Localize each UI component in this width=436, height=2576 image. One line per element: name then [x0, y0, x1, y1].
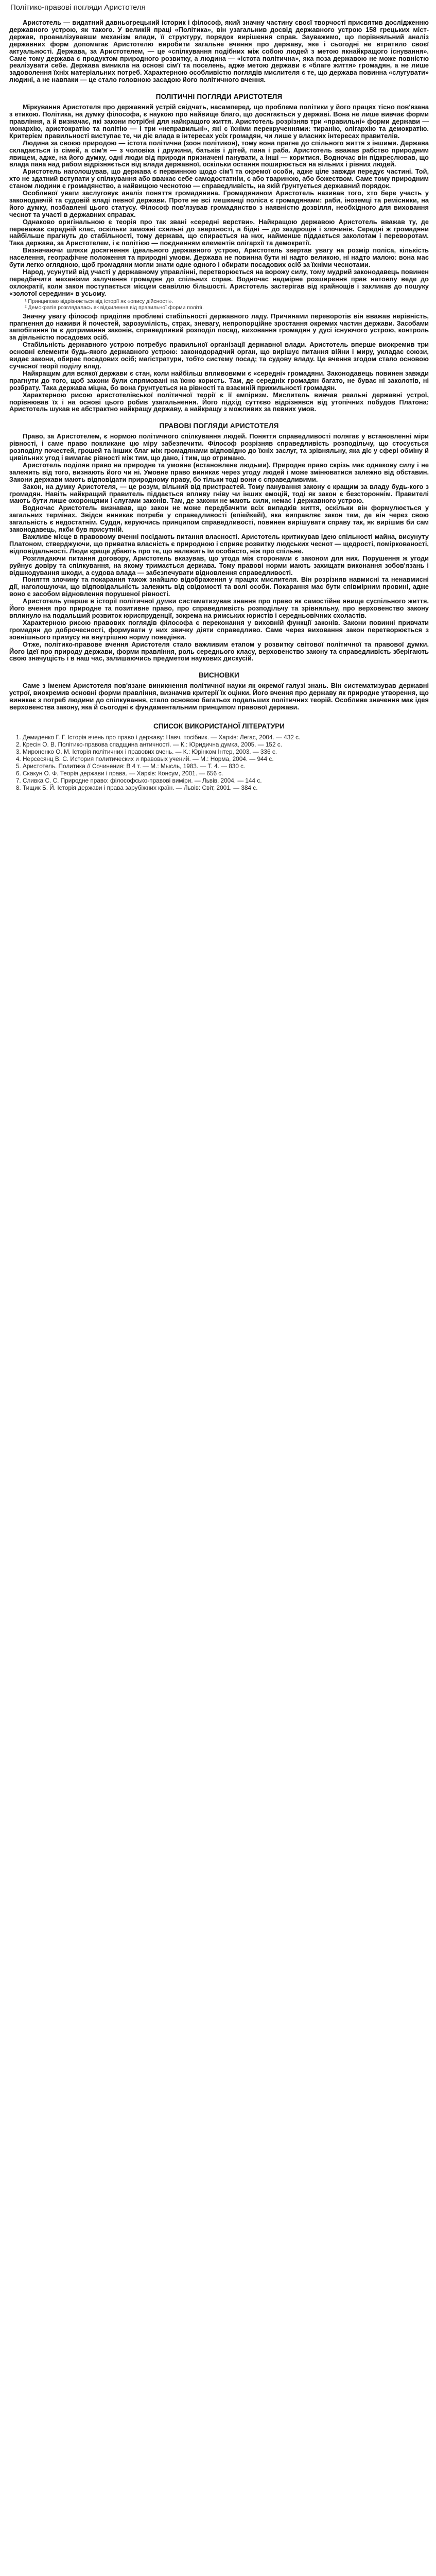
reference-item: 5. Аристотель. Политика // Сочинения: В 4 т. — М.: Мысль, 1983. — Т. 4. — 830 с. [23, 763, 429, 770]
references-section [9, 722, 429, 791]
reference-item: 4. Нерсесянц В. С. История политических и правовых учений. — М.: Норма, 2004. — 944 с. [23, 756, 429, 762]
conclusions-body [9, 682, 429, 711]
references-list [9, 734, 429, 791]
paragraph: Важливе місце в правовому вченні посідають питання власності. Аристотель критикував ідею спільності майна, висунуту Платоном, стверджуючи, що приватна власність є природною і сприяє розвитку людських чеснот — щедрості, поміркованості, відповідальності. Люди краще дбають про те, що належить їм особисто, ніж про спільне. [9, 533, 429, 555]
paragraph: Характерною рисою правових поглядів філософа є переконання у виховній функції законів. Закони повинні привчати громадян до доброчесності, формувати у них звичку діяти справедливо. Саме через виховання закон перетворюється з зовнішнього примусу на внутрішню норму поведінки. [9, 618, 429, 641]
paragraph: Розглядаючи питання договору, Аристотель вказував, що угода між сторонами є законом для них. Порушення ж угоди руйнує довіру та спілкування, на якому тримається держава. Тому правові норми мають захищати виконання зобов'язань і відшкодування шкоди, а судова влада — забезпечувати відновлення справедливості. [9, 554, 429, 577]
page-title: Політико-правові погляди Аристотеля [10, 3, 146, 12]
paragraph: Особливої уваги заслуговує аналіз поняття громадянина. Громадянином Аристотель називав того, хто бере участь у законодавчій та судовій владі певної держави. Проте не всі мешканці поліса є громадянами: раби, іноземці та ремісники, на його думку, позбавлені цього статусу. Філософ пов'язував громадянство з наявністю дозвілля, необхідного для виховання чеснот та участі в державних справах. [9, 189, 429, 218]
paragraph: Значну увагу філософ приділяв проблемі стабільності державного ладу. Причинами переворотів він вважав нерівність, прагнення до наживи й почестей, зарозумілість, страх, зневагу, непропорційне зростання окремих частин держави. Засобами запобігання їм є дотримання законів, справедливий розподіл посад, виховання громадян у дусі існуючого устрою, контроль за діяльністю посадових осіб. [9, 312, 429, 342]
paragraph: Закон, на думку Аристотеля, — це розум, вільний від пристрастей. Тому панування закону є кращим за владу будь-кого з громадян. Навіть найкращий правитель піддається впливу гніву чи інших емоцій, тоді як закон є безстороннім. Правителі мають бути лише охоронцями і слугами законів. Там, де закони не мають сили, немає і державного устрою. [9, 482, 429, 505]
legal-views-body [9, 433, 429, 662]
paragraph: Водночас Аристотель визнавав, що закон не може передбачити всіх випадків життя, оскільки він формулюється у загальних термінах. Звідси виникає потреба у справедливості (епіейкейї), яка виправляє закон там, де він через свою загальність є недостатнім. Суддя, керуючись принципом справедливості, повинен вирішувати справу так, як вирішив би сам законодавець, якби був присутній. [9, 504, 429, 534]
section-heading-conclusions: ВИСНОВКИ [199, 671, 239, 680]
intro-paragraph: Аристотель — видатний давньогрецький історик і філософ, який значну частину своєї творчості присвятив дослідженню державного устрою, як такого. У великій праці «Політика», він узагальнив досвід державного устрою 158 грецьких міст-держав, проаналізувавши механізм влади, її структуру, порядок вирішення справ. Зауважимо, що порівняльний аналіз державних форм допомагає Аристотелю виробити загальне вчення про державу, яке і сьогодні не втратило своєї актуальності. Держава, за Аристотелем, — це «спілкування подібних між собою людей з метою якнайкращого існування». Саме тому держава є продуктом природного розвитку, а людина — «істота політична», яка поза державою не може повністю реалізувати себе. Держава виникла на основі сім'ї та поселень, адже метою держави є «благе життя» громадян, а не лише задоволення їхніх матеріальних потреб. Характерною особливістю поглядів мислителя є те, що держава повинна «слугувати» людині, а не навпаки — це стало головною засадою його політичного вчення. [9, 19, 429, 84]
legal-views-section [9, 422, 429, 662]
political-views-section [9, 93, 429, 413]
paragraph: Народ, усунутий від участі у державному управлінні, перетворюється на ворожу силу, тому мудрий законодавець повинен передбачити механізми залучення громадян до спільних справ. Водночас надмірне розширення прав натовпу веде до охлократії, коли закон поступається місцем свавіллю більшості. Аристотель застерігав від крайнощів і закликав до пошуку «золотої середини» в усьому. [9, 268, 429, 297]
political-views-body-continued [9, 313, 429, 413]
conclusions-section [9, 671, 429, 711]
section-heading-political: ПОЛІТИЧНІ ПОГЛЯДИ АРИСТОТЕЛЯ [155, 93, 283, 101]
paragraph: Отже, політико-правове вчення Аристотеля стало важливим етапом у розвитку світової політичної та правової думки. Його ідеї про природу держави, форми правління, роль середнього класу, верховенство закону та справедливість зберігають свою значущість і в наш час, залишаючись предметом наукових дискусій. [9, 640, 429, 663]
reference-item: 3. Мироненко О. М. Історія політичних і правових вчень. — К.: Юрінком Інтер, 2003. — 336 с. [23, 749, 429, 755]
political-views-body [9, 104, 429, 297]
paragraph: Аристотель поділяв право на природне та умовне (встановлене людьми). Природне право скрізь має однакову силу і не залежить від того, визнають його чи ні. Умовне право виникає через угоду людей і може змінюватися залежно від обставин. Закони держави мають відповідати природному праву, бо тільки тоді вони є справедливими. [9, 461, 429, 483]
reference-item: 2. Кресін О. В. Політико-правова спадщина античності. — К.: Юридична думка, 2005. — 152 с. [23, 741, 429, 748]
reference-item: 6. Скакун О. Ф. Теорія держави і права. — Харків: Консум, 2001. — 656 с. [23, 770, 429, 777]
references-heading: СПИСОК ВИКОРИСТАНОЇ ЛІТЕРАТУРИ [153, 722, 285, 730]
paragraph: Поняття злочину та покарання також знайшло відображення у працях мислителя. Він розрізняв навмисні та ненавмисні дії, наголошуючи, що відповідальність залежить від свідомості та волі особи. Покарання має бути співмірним провині, адже воно є засобом відновлення порушеної рівності. [9, 575, 429, 598]
paragraph: Аристотель наголошував, що держава є первинною щодо сім'ї та окремої особи, адже ціле завжди передує частині. Той, хто не здатний вступати у спілкування або вважає себе самодостатнім, є або твариною, або божеством. Саме тому природним станом людини є громадянство, а найвищою чеснотою — справедливість, на якій ґрунтується державний порядок. [9, 167, 429, 190]
paragraph: Стабільність державного устрою потребує правильної організації державної влади. Аристотель вперше виокремив три основні елементи будь-якого державного устрою: законодорадчий орган, що вирішує питання війни і миру, укладає союзи, видає закони, обирає посадових осіб; магістратури, тобто систему посад; та судову владу. Це вчення згодом стало основою сучасної теорії поділу влад. [9, 341, 429, 370]
reference-item: 8. Тищик Б. Й. Історія держави і права зарубіжних країн. — Львів: Світ, 2001. — 384 с. [23, 785, 429, 791]
footnote: ¹ Принципово відрізняється від історії як «опису дійсності». [25, 298, 173, 304]
paragraph: Міркування Аристотеля про державний устрій свідчать, насамперед, що проблема політики у його працях тісно пов'язана з етикою. Політика, на думку філософа, є наукою про найвище благо, що досягається у державі. Вона не лише вивчає форми правління, а й визначає, які закони потрібні для найкращого життя. Аристотель розрізняв три «правильні» форми держави — монархію, аристократію та політію — і три «неправильні», які є їхніми перекрученнями: тиранію, олігархію та демократію. Критерієм правильності виступає те, чи діє влада в інтересах усіх громадян, чи лише у власних інтересах правителів. [9, 103, 429, 140]
paragraph: Визначаючи шляхи досягнення ідеального державного устрою, Аристотель звертав увагу на розмір поліса, кількість населення, географічне положення та природні умови. Держава не повинна бути ні надто великою, ні надто малою: вона має бути легко оглядною, щоб громадяни могли знати одне одного і обирати посадових осіб за їхніми чеснотами. [9, 246, 429, 269]
footnotes [25, 298, 429, 311]
reference-item: 7. Сливка С. С. Природне право: філософсько-правові виміри. — Львів, 2004. — 144 с. [23, 777, 429, 784]
paragraph: Саме з іменем Аристотеля пов'язане виникнення політичної науки як окремої галузі знань. Він систематизував державні устрої, виокремив основні форми правління, визначив критерії їх оцінки. Його вчення про державу як природне утворення, що виникає з потреб людини до спілкування, стало основою багатьох подальших політичних теорій. Особливе значення має ідея верховенства закону, яка й сьогодні є фундаментальним принципом правової держави. [9, 682, 429, 711]
paragraph: Право, за Аристотелем, є нормою політичного спілкування людей. Поняття справедливості полягає у встановленні міри рівності, і саме право покликане цю міру забезпечити. Філософ розрізняв справедливість розподільчу, що стосується розподілу почестей, грошей та інших благ між громадянами відповідно до їхніх заслуг, та зрівняльну, яка діє у сфері обміну й цивільних угод і вимагає рівності між тим, що дано, і тим, що отримано. [9, 432, 429, 462]
paragraph: Людина за своєю природою — істота політична (зоон політикон), тому вона прагне до спільного життя з іншими. Держава складається із сімей, а сім'я — з чоловіка і дружини, батьків і дітей, пана і раба. Аристотель вважав рабство природним явищем, адже, на його думку, одні люди від природи призначені панувати, а інші — коритися. Водночас він підкреслював, що влада пана над рабом відрізняється від влади державної, оскільки остання поширюється на вільних і рівних людей. [9, 139, 429, 168]
section-heading-legal: ПРАВОВІ ПОГЛЯДИ АРИСТОТЕЛЯ [159, 422, 279, 430]
reference-item: 1. Демиденко Г. Г. Історія вчень про право і державу: Навч. посібник. — Харків: Легас, 2004. — 432 с. [23, 734, 429, 741]
paragraph: Найкращим для всякої держави є стан, коли найбільш впливовими є «середні» громадяни. Законодавець повинен завжди прагнути до того, щоб закони були спрямовані на їхню користь. Там, де середніх громадян багато, не буває ні заколотів, ні розбрату. Така держава міцна, бо вона ґрунтується на рівності та взаємній прихильності громадян. [9, 369, 429, 392]
footnote: ² Демократія розглядалась як відхилення від правильної форми політії. [25, 304, 204, 311]
paragraph: Аристотель уперше в історії політичної думки систематизував знання про право як самостійне явище суспільного життя. Його вчення про природне та позитивне право, про справедливість розподільчу та зрівняльну, про верховенство закону вплинуло на подальший розвиток юриспруденції, зокрема на римських юристів і середньовічних схоластів. [9, 597, 429, 619]
intro-section [9, 19, 429, 83]
paragraph: Однаково оригінальною є теорія про так звані «середні верстви». Найкращою державою Аристотель вважав ту, де переважає середній клас, оскільки заможні схильні до зверхності, а бідні — до заздрощів і злочинів. Середні ж громадяни найбільше прагнуть до стабільності, тому держава, що спирається на них, найменше піддається заколотам і переворотам. Така держава, за Аристотелем, і є політією — поєднанням елементів олігархії та демократії. [9, 217, 429, 247]
paragraph: Характерною рисою аристотелівської політичної теорії є її емпіризм. Мислитель вивчав реальні державні устрої, порівнював їх і на основі цього робив узагальнення. Його підхід суттєво відрізнявся від утопічних побудов Платона: Аристотель шукав не абстрактно найкращу державу, а найкращу з можливих за певних умов. [9, 391, 429, 413]
document-page [0, 0, 436, 821]
